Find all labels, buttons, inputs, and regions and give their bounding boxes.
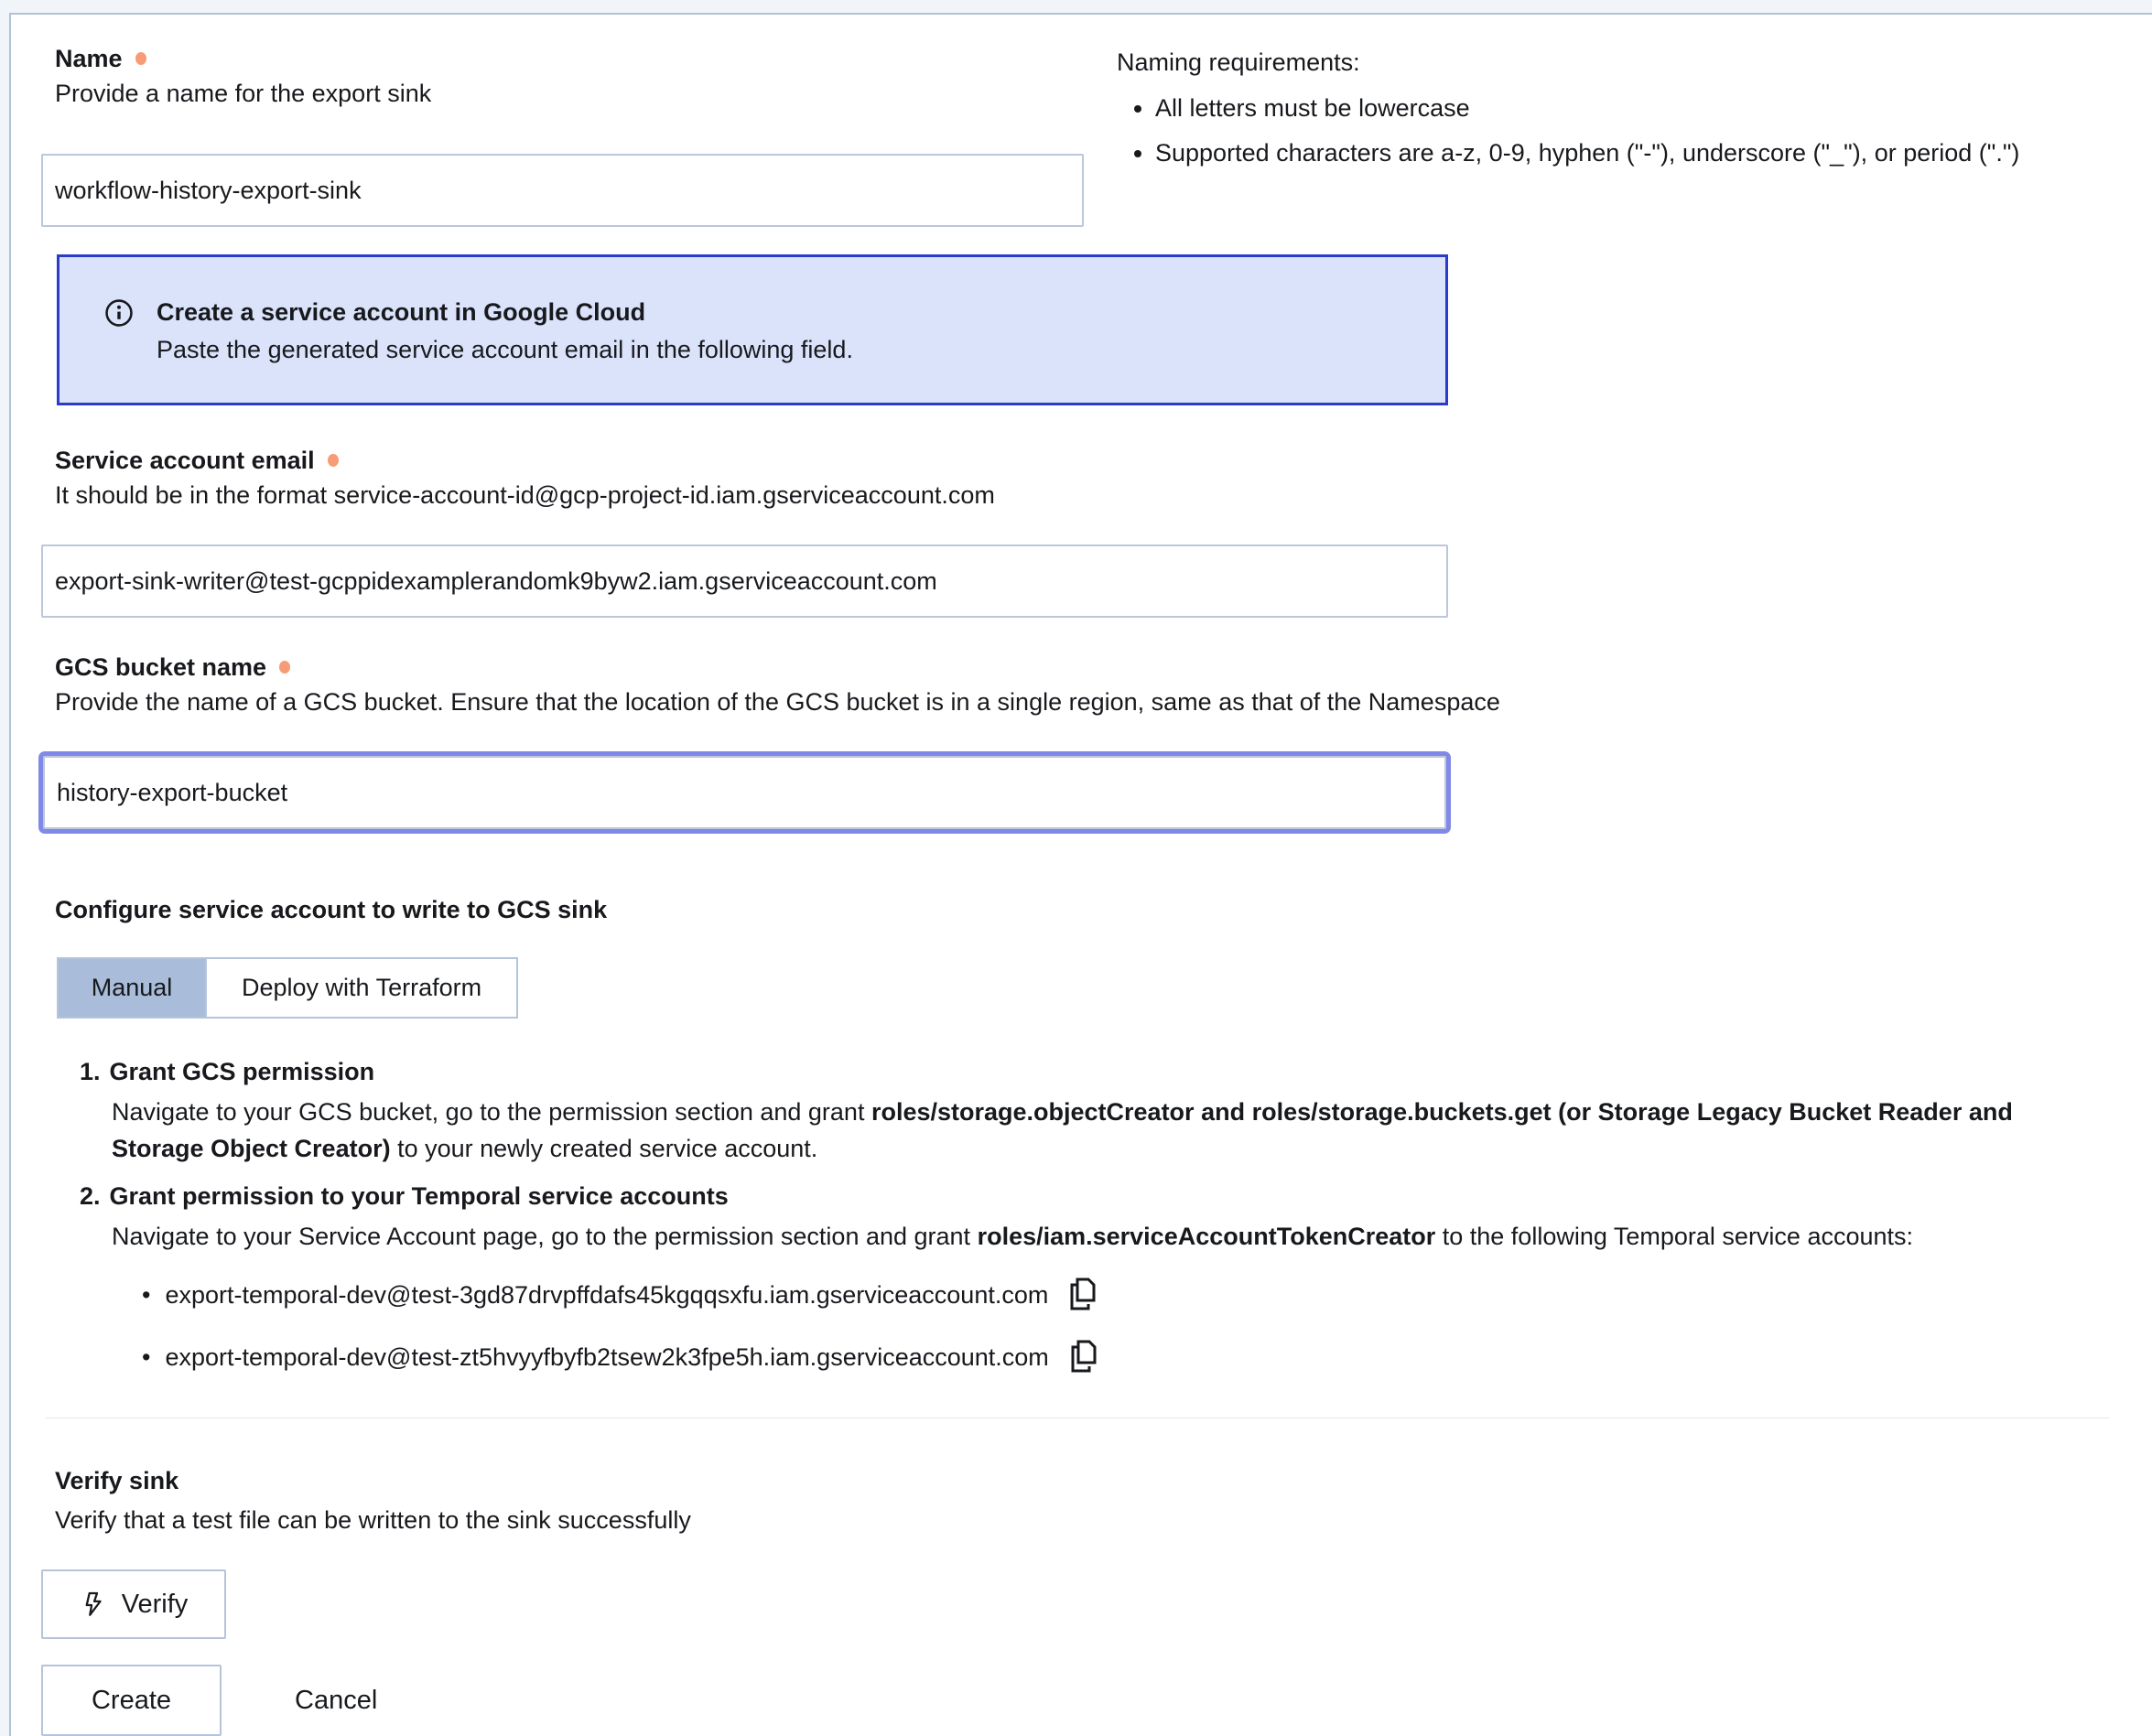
verify-button-label: Verify <box>121 1589 189 1619</box>
naming-requirements-title: Naming requirements: <box>1117 49 1360 76</box>
step-grant-temporal-permission <box>80 1180 2108 1375</box>
info-banner-description: Paste the generated service account email in the following field. <box>157 336 853 363</box>
naming-requirement-item: • All letters must be lowercase <box>1155 90 2108 126</box>
bullet-icon: • <box>142 1343 151 1371</box>
name-and-requirements-row <box>55 42 2108 227</box>
step-body <box>112 1218 2080 1255</box>
info-banner-title: Create a service account in Google Cloud <box>157 298 646 326</box>
form-actions <box>41 1665 2108 1736</box>
service-account-email-label: Service account email <box>55 446 315 474</box>
copy-icon[interactable] <box>1066 1277 1098 1313</box>
temporal-service-account-email: export-temporal-dev@test-zt5hvyyfbyfb2tsew2k3fpe5h.iam.gserviceaccount.com <box>165 1343 1049 1371</box>
lightning-bolt-icon <box>80 1589 107 1620</box>
step-grant-gcs-permission <box>80 1055 2108 1167</box>
step-body-text: Navigate to your GCS bucket, go to the permission section and grant <box>112 1098 871 1126</box>
service-account-email-input[interactable] <box>41 545 1448 618</box>
tab-manual[interactable]: Manual <box>59 959 205 1017</box>
copy-icon[interactable] <box>1067 1339 1098 1375</box>
temporal-service-account-email: export-temporal-dev@test-3gd87drvpffdafs45kgqqsxfu.iam.gserviceaccount.com <box>165 1281 1049 1309</box>
service-account-list-item <box>142 1339 2108 1375</box>
verify-sink-description: Verify that a test file can be written to the sink successfully <box>55 1506 691 1534</box>
step-body <box>112 1094 2080 1167</box>
required-dot-icon <box>279 661 290 674</box>
verify-button[interactable] <box>41 1569 226 1639</box>
step-number: 2. <box>80 1182 101 1210</box>
create-button-label: Create <box>91 1685 172 1715</box>
step-title: Grant permission to your Temporal service accounts <box>109 1182 729 1210</box>
sink-name-input[interactable] <box>41 154 1084 227</box>
required-dot-icon <box>135 52 146 65</box>
create-export-sink-card <box>9 13 2152 1736</box>
naming-requirements <box>1117 42 2108 179</box>
info-banner <box>57 254 1448 405</box>
step-body-text: Navigate to your Service Account page, go to the permission section and grant <box>112 1223 978 1250</box>
step-body-bold-roles: roles/iam.serviceAccountTokenCreator <box>977 1223 1436 1250</box>
step-body-text: to the following Temporal service accounts: <box>1435 1223 1914 1250</box>
info-banner-text <box>157 296 853 366</box>
bullet-icon: • <box>142 1281 151 1309</box>
config-method-tabs <box>57 957 518 1019</box>
cancel-button[interactable] <box>267 1665 405 1736</box>
naming-requirement-item: • Supported characters are a-z, 0-9, hyphen ("-"), underscore ("_"), or period (".") <box>1155 135 2108 171</box>
step-body-bold-roles: roles/storage.objectCreator and roles/storage.buckets.get (or Storage Legacy Bucket Reader and Storage Object Creator) <box>112 1098 2013 1162</box>
service-account-email-description: It should be in the format service-account-id@gcp-project-id.iam.gserviceaccount.com <box>55 481 995 509</box>
temporal-service-account-list <box>142 1277 2108 1375</box>
service-account-list-item <box>142 1277 2108 1313</box>
manual-steps <box>80 1055 2108 1375</box>
name-field-label: Name <box>55 44 123 72</box>
verify-sink-heading: Verify sink <box>55 1467 179 1494</box>
service-account-email-field <box>55 444 2108 618</box>
form-content <box>46 42 2108 1736</box>
step-title: Grant GCS permission <box>109 1058 375 1085</box>
tab-deploy-with-terraform[interactable]: Deploy with Terraform <box>205 959 516 1017</box>
gcs-bucket-description: Provide the name of a GCS bucket. Ensure that the location of the GCS bucket is in a single region, same as that of the Namespace <box>55 688 1500 716</box>
naming-requirements-list <box>1117 90 2108 171</box>
create-button[interactable] <box>41 1665 222 1736</box>
required-dot-icon <box>328 454 339 467</box>
cancel-button-label: Cancel <box>295 1685 378 1715</box>
gcs-bucket-field <box>55 651 2108 829</box>
info-icon <box>103 297 135 329</box>
step-number: 1. <box>80 1058 101 1085</box>
step-body-text: to your newly created service account. <box>390 1135 818 1162</box>
name-field <box>55 42 1084 227</box>
configure-section-heading: Configure service account to write to GCS sink <box>55 896 608 923</box>
gcs-bucket-label: GCS bucket name <box>55 652 267 681</box>
gcs-bucket-name-input[interactable] <box>43 756 1446 829</box>
name-field-description: Provide a name for the export sink <box>55 80 432 107</box>
